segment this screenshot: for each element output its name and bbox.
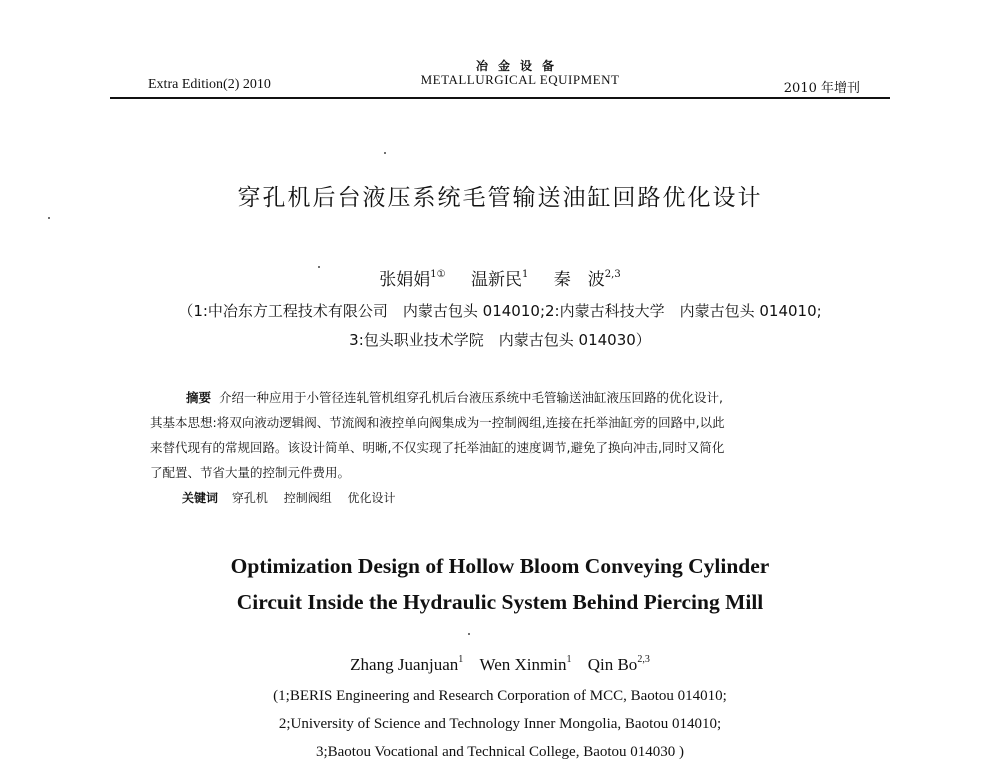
paper-title-en-line: Circuit Inside the Hydraulic System Behind Piercing Mill — [236, 590, 764, 614]
author-sup: 1① — [430, 269, 446, 280]
author-sup: 2,3 — [637, 654, 650, 665]
author-cn — [379, 270, 445, 290]
scan-speck — [384, 152, 386, 154]
author-name: Zhang Juanjuan — [350, 655, 459, 674]
abstract-line: 了配置、节省大量的控制元件费用。 — [150, 465, 351, 480]
abstract-line — [150, 385, 850, 410]
keyword: 优化设计 — [347, 491, 396, 505]
author-name: 秦 波 — [553, 270, 605, 290]
keywords-label: 关键词 — [182, 491, 219, 505]
keyword: 控制阀组 — [283, 491, 332, 505]
keyword: 穿孔机 — [231, 491, 268, 505]
author-sup: 1 — [566, 654, 572, 665]
author-en — [350, 655, 463, 674]
author-en — [588, 655, 650, 674]
header-journal-cn: 冶金设备 — [475, 59, 564, 73]
header-journal — [400, 59, 640, 87]
abstract-line: 来替代现有的常规回路。该设计简单、明晰,不仅实现了托举油缸的速度调节,避免了换向冲击,同时又简化 — [150, 440, 725, 455]
scan-speck — [48, 217, 50, 219]
author-list-en — [0, 654, 1000, 675]
author-cn — [554, 270, 621, 290]
affiliation-en-line: (1;BERIS Engineering and Research Corporation of MCC, Baotou 014010; — [273, 688, 727, 704]
header-journal-en: METALLURGICAL EQUIPMENT — [420, 72, 620, 87]
affiliation-cn-line: （1:中冶东方工程技术有限公司 内蒙古包头 014010;2:内蒙古科技大学 内蒙古包头 014010; — [178, 302, 822, 320]
affiliation-en-line: 2;University of Science and Technology Inner Mongolia, Baotou 014010; — [278, 716, 722, 732]
author-sup: 2,3 — [604, 269, 621, 280]
header-issue: 2010 年增刊 — [783, 81, 860, 96]
author-name: 张娟娟 — [379, 270, 431, 290]
author-name: Wen Xinmin — [479, 655, 567, 674]
abstract-line: 其基本思想:将双向液动逻辑阀、节流阀和液控单向阀集成为一控制阀组,连接在托举油缸旁的回路中,以此 — [150, 415, 725, 430]
paper-title-cn: 穿孔机后台液压系统毛管输送油缸回路优化设计 — [237, 185, 763, 211]
author-en — [480, 655, 572, 674]
affiliation-en-line: 3;Baotou Vocational and Technical College, Baotou 014030 ) — [315, 744, 685, 760]
affiliation-cn-line: 3:包头职业技术学院 内蒙古包头 014030） — [349, 331, 651, 349]
scan-speck — [468, 633, 470, 635]
author-cn — [471, 270, 528, 290]
author-list-cn — [0, 265, 1000, 290]
author-sup: 1 — [458, 654, 464, 665]
abstract-cn — [150, 385, 850, 485]
author-sup: 1 — [522, 269, 529, 280]
abstract-label: 摘要 — [186, 390, 212, 405]
header-rule — [110, 97, 890, 99]
paper-title-en-line: Optimization Design of Hollow Bloom Conveying Cylinder — [230, 554, 770, 578]
author-name: 温新民 — [471, 270, 523, 290]
abstract-text: 介绍一种应用于小管径连轧管机组穿孔机后台液压系统中毛管输送油缸液压回路的优化设计, — [219, 390, 723, 405]
author-name: Qin Bo — [587, 655, 638, 674]
keywords-cn — [182, 489, 408, 506]
header-edition: Extra Edition(2) 2010 — [148, 77, 271, 92]
